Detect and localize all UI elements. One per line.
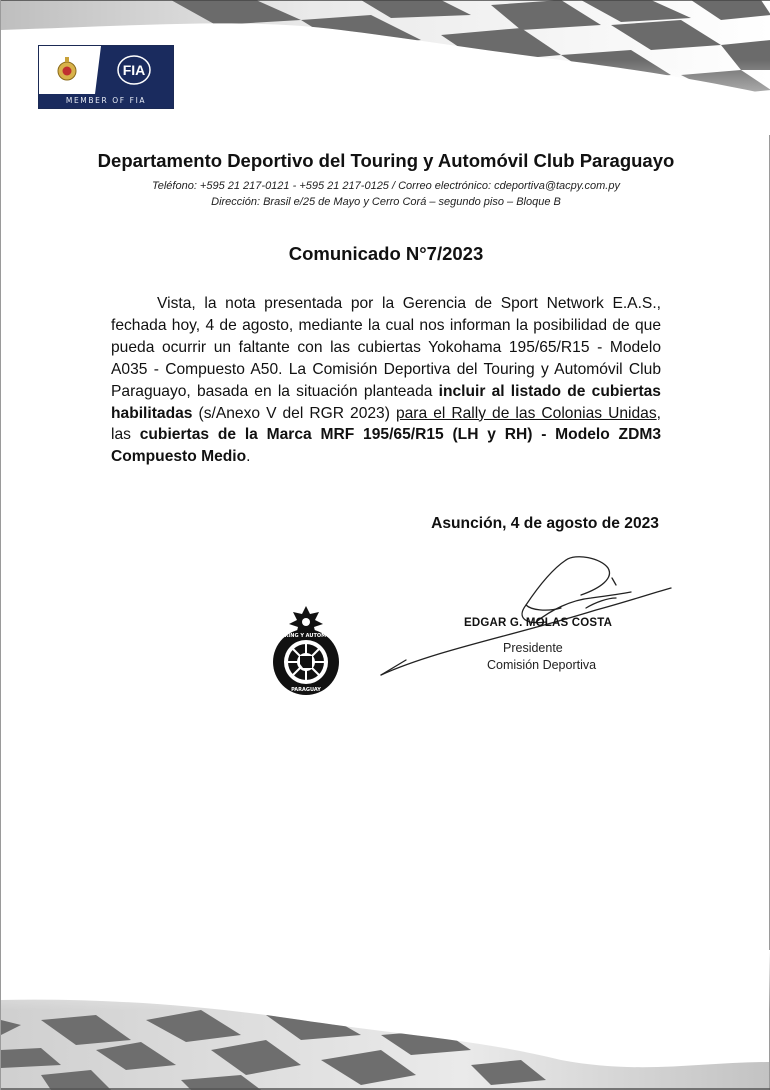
body-text-part: . — [246, 448, 251, 466]
body-underline-event: para el Rally de las Colonias Unidas — [395, 404, 657, 422]
contact-info: Teléfono: +595 21 217-0121 - +595 21 217-0125 / Correo electrónico: cdeportiva@tacpy.com.py — [152, 180, 620, 192]
signatory-role: Presidente — [503, 641, 563, 655]
place-date: Asunción, 4 de agosto de 2023 — [431, 515, 659, 532]
communique-body — [111, 293, 661, 468]
logo-caption: MEMBER OF FIA — [65, 96, 147, 105]
svg-text:FIA: FIA — [122, 62, 146, 78]
department-title: Departamento Deportivo del Touring y Automóvil Club Paraguayo — [97, 150, 675, 171]
address-info: Dirección: Brasil e/25 de Mayo y Cerro Corá – segundo piso – Bloque B — [211, 196, 561, 208]
signatory-name: EDGAR G. MOLAS COSTA — [464, 617, 613, 629]
communique-title: Comunicado N°7/2023 — [288, 243, 484, 264]
svg-text:TOURING Y AUTOMOVIL: TOURING Y AUTOMOVIL — [272, 633, 340, 639]
fia-member-logo — [38, 45, 174, 109]
body-text-part: (s/Anexo V del RGR 2023) — [192, 404, 396, 422]
svg-text:PARAGUAY: PARAGUAY — [291, 687, 321, 693]
checkered-flag-footer-graphic — [1, 950, 770, 1090]
club-seal-icon — [267, 604, 345, 696]
body-text-part: , las — [111, 404, 661, 444]
body-text-part: Vista, la nota presentada por la Gerencia de Sport Network E.A.S., fechada hoy, 4 de agosto, mediante la cual nos informan la posibilidad de que pueda ocurrir un faltante con las cubiertas Yokohama 195/65/R15 - Modelo A035 - Compuesto A50. La Comisión Deportiva del Touring y Automóvil Club Paraguayo, basada en la situación planteada — [111, 295, 661, 400]
body-bold-include: incluir al listado de cubiertas habilitadas — [111, 382, 661, 422]
signatory-department: Comisión Deportiva — [487, 658, 597, 672]
body-bold-tires: cubiertas de la Marca MRF 195/65/R15 (LH y RH) - Modelo ZDM3 Compuesto Medio — [111, 426, 661, 466]
